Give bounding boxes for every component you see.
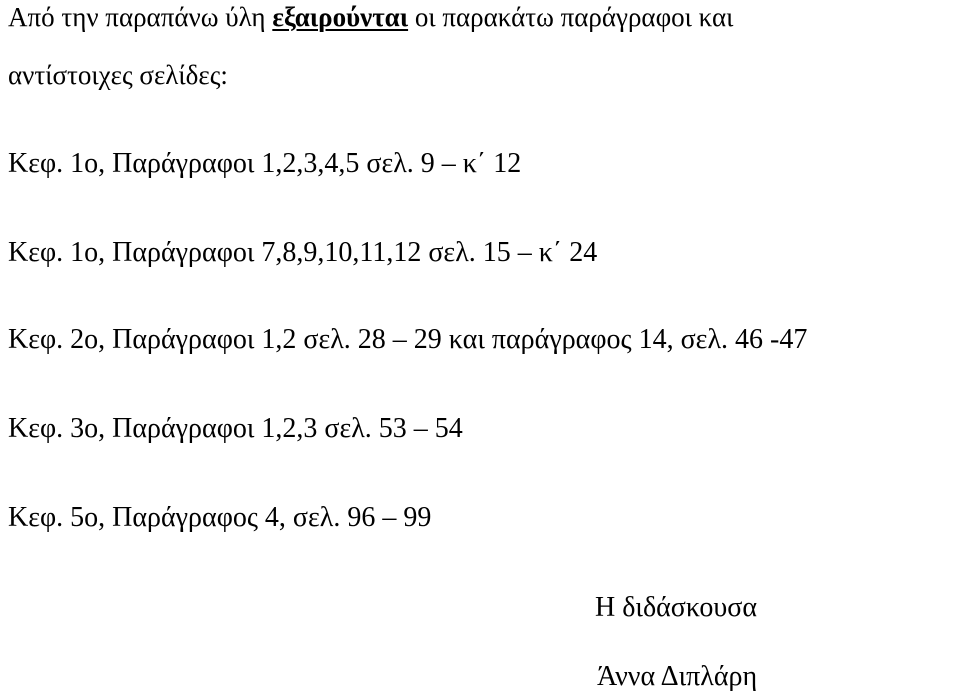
excluded-section-item: Κεφ. 2ο, Παράγραφοι 1,2 σελ. 28 – 29 και παράγραφος 14, σελ. 46 -47 (8, 324, 808, 355)
excluded-section-item: Κεφ. 1ο, Παράγραφοι 1,2,3,4,5 σελ. 9 – κ΄ 12 (8, 148, 522, 179)
intro-text-after: οι παρακάτω παράγραφοι και (408, 2, 734, 32)
excluded-section-item: Κεφ. 3ο, Παράγραφοι 1,2,3 σελ. 53 – 54 (8, 413, 463, 444)
excluded-section-item: Κεφ. 5ο, Παράγραφος 4, σελ. 96 – 99 (8, 502, 432, 533)
intro-line-2: αντίστοιχες σελίδες: (8, 60, 228, 90)
signature-name: Άννα Διπλάρη (597, 661, 758, 692)
intro-text-before: Από την παραπάνω ύλη (8, 2, 273, 32)
excluded-section-item: Κεφ. 1ο, Παράγραφοι 7,8,9,10,11,12 σελ. 15 – κ΄ 24 (8, 237, 598, 268)
intro-emphasis: εξαιρούνται (272, 2, 409, 32)
signature-role: Η διδάσκουσα (595, 592, 758, 623)
intro-line-1 (8, 0, 733, 34)
